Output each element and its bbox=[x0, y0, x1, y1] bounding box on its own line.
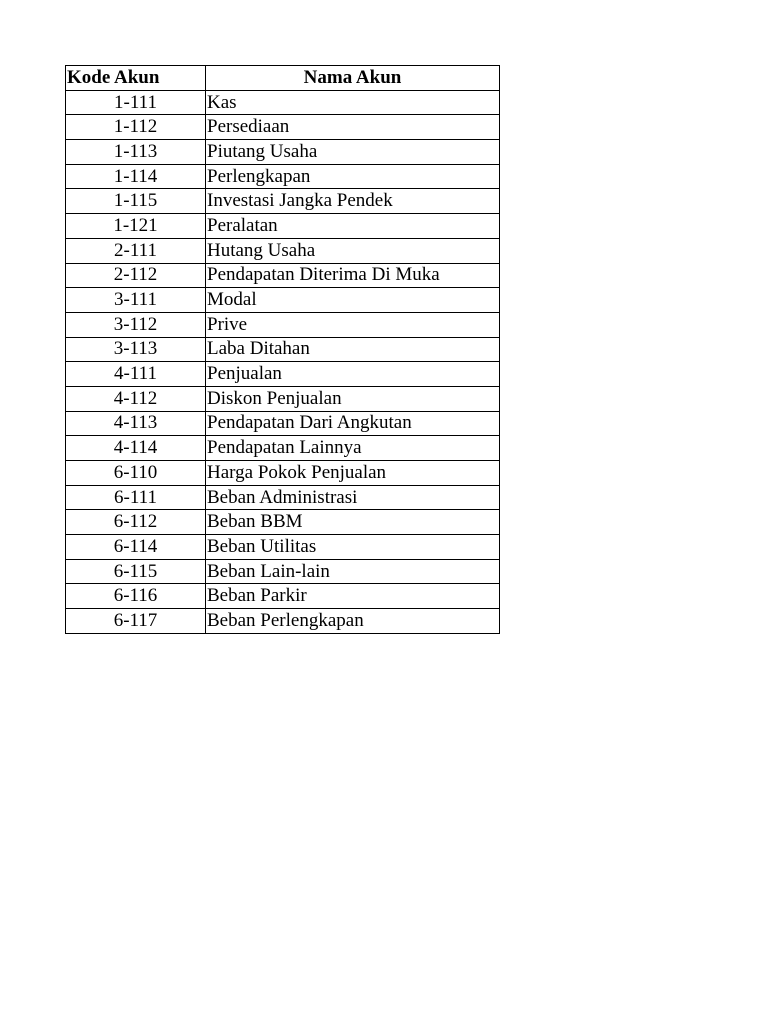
account-code-cell: 1-114 bbox=[66, 164, 206, 189]
account-name-cell: Hutang Usaha bbox=[206, 238, 500, 263]
account-name-cell: Pendapatan Lainnya bbox=[206, 436, 500, 461]
table-row bbox=[66, 584, 500, 609]
table-row bbox=[66, 609, 500, 634]
table-row bbox=[66, 461, 500, 486]
account-code-cell: 2-111 bbox=[66, 238, 206, 263]
account-name-cell: Kas bbox=[206, 90, 500, 115]
table-row bbox=[66, 115, 500, 140]
table-row bbox=[66, 485, 500, 510]
account-name-cell: Modal bbox=[206, 288, 500, 313]
account-name-cell: Penjualan bbox=[206, 362, 500, 387]
account-name-cell: Beban Perlengkapan bbox=[206, 609, 500, 634]
account-code-cell: 6-117 bbox=[66, 609, 206, 634]
account-code-cell: 1-115 bbox=[66, 189, 206, 214]
account-name-cell: Beban Utilitas bbox=[206, 535, 500, 560]
account-code-cell: 6-111 bbox=[66, 485, 206, 510]
table-row bbox=[66, 238, 500, 263]
table-row bbox=[66, 164, 500, 189]
account-name-cell: Beban Parkir bbox=[206, 584, 500, 609]
account-name-cell: Beban Lain-lain bbox=[206, 559, 500, 584]
account-name-cell: Piutang Usaha bbox=[206, 140, 500, 165]
account-code-cell: 6-112 bbox=[66, 510, 206, 535]
account-code-cell: 3-112 bbox=[66, 312, 206, 337]
header-kode-akun: Kode Akun bbox=[66, 66, 206, 91]
account-code-cell: 6-116 bbox=[66, 584, 206, 609]
account-code-cell: 3-113 bbox=[66, 337, 206, 362]
account-code-cell: 2-112 bbox=[66, 263, 206, 288]
table-header bbox=[66, 66, 500, 91]
account-name-cell: Investasi Jangka Pendek bbox=[206, 189, 500, 214]
account-code-cell: 6-110 bbox=[66, 461, 206, 486]
table-row bbox=[66, 90, 500, 115]
account-name-cell: Perlengkapan bbox=[206, 164, 500, 189]
account-code-cell: 4-114 bbox=[66, 436, 206, 461]
table-body bbox=[66, 90, 500, 633]
header-row bbox=[66, 66, 500, 91]
account-name-cell: Laba Ditahan bbox=[206, 337, 500, 362]
table-row bbox=[66, 189, 500, 214]
header-nama-akun: Nama Akun bbox=[206, 66, 500, 91]
account-code-cell: 4-112 bbox=[66, 386, 206, 411]
table-row bbox=[66, 337, 500, 362]
table-row bbox=[66, 312, 500, 337]
account-name-cell: Beban BBM bbox=[206, 510, 500, 535]
account-code-cell: 6-115 bbox=[66, 559, 206, 584]
account-name-cell: Persediaan bbox=[206, 115, 500, 140]
account-code-cell: 1-111 bbox=[66, 90, 206, 115]
account-name-cell: Pendapatan Diterima Di Muka bbox=[206, 263, 500, 288]
account-name-cell: Prive bbox=[206, 312, 500, 337]
table-row bbox=[66, 535, 500, 560]
account-code-cell: 1-113 bbox=[66, 140, 206, 165]
chart-of-accounts-table bbox=[65, 65, 500, 634]
table-row bbox=[66, 436, 500, 461]
account-code-cell: 1-121 bbox=[66, 214, 206, 239]
account-name-cell: Beban Administrasi bbox=[206, 485, 500, 510]
table-row bbox=[66, 140, 500, 165]
table-row bbox=[66, 510, 500, 535]
account-name-cell: Harga Pokok Penjualan bbox=[206, 461, 500, 486]
table-row bbox=[66, 411, 500, 436]
account-name-cell: Peralatan bbox=[206, 214, 500, 239]
table-row bbox=[66, 559, 500, 584]
table-row bbox=[66, 214, 500, 239]
table-row bbox=[66, 362, 500, 387]
account-name-cell: Pendapatan Dari Angkutan bbox=[206, 411, 500, 436]
table-row bbox=[66, 263, 500, 288]
account-code-cell: 1-112 bbox=[66, 115, 206, 140]
account-code-cell: 6-114 bbox=[66, 535, 206, 560]
account-code-cell: 4-111 bbox=[66, 362, 206, 387]
account-name-cell: Diskon Penjualan bbox=[206, 386, 500, 411]
table-row bbox=[66, 288, 500, 313]
table-row bbox=[66, 386, 500, 411]
account-code-cell: 4-113 bbox=[66, 411, 206, 436]
account-code-cell: 3-111 bbox=[66, 288, 206, 313]
